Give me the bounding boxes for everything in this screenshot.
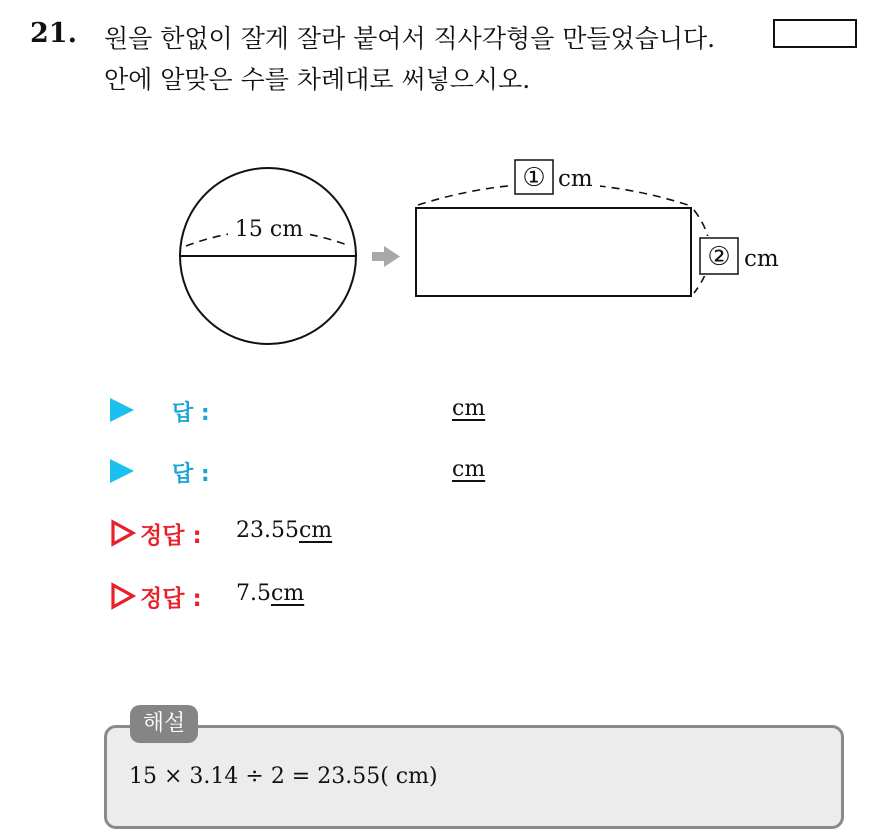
correct-value <box>236 518 332 543</box>
outline-play-icon <box>110 519 136 547</box>
solution-tag: 해설 <box>130 705 198 743</box>
answer-label: 답 : <box>172 401 210 426</box>
correct-value <box>236 581 304 606</box>
correct-unit: cm <box>271 581 305 606</box>
play-icon <box>110 398 134 422</box>
marker-2-symbol: ② <box>707 242 731 272</box>
correct-number: 7.5 <box>236 581 271 606</box>
rectangle-shape <box>416 208 691 296</box>
solution-formula: 15 × 3.14 ÷ 2 = 23.55( cm) <box>129 764 438 789</box>
question-text-line2: 안에 알맞은 수를 차례대로 써넣으시오. <box>104 65 531 94</box>
transform-arrow-icon <box>372 246 400 267</box>
question-number: 21. <box>30 18 77 49</box>
solution-box <box>104 725 844 829</box>
correct-number: 23.55 <box>236 518 299 543</box>
answer-unit: cm <box>452 396 486 421</box>
question-text-line1: 원을 한없이 잘게 잘라 붙여서 직사각형을 만들었습니다. <box>104 24 716 53</box>
correct-label: 정답 : <box>140 523 202 549</box>
marker-2-unit: cm <box>744 246 779 272</box>
play-icon <box>110 459 134 483</box>
answer-unit: cm <box>452 457 486 482</box>
correct-label: 정답 : <box>140 586 202 612</box>
outline-play-icon <box>110 582 136 610</box>
diameter-label: 15 cm <box>234 217 304 242</box>
marker-1-unit: cm <box>558 166 593 192</box>
answer-label: 답 : <box>172 462 210 487</box>
marker-1-symbol: ① <box>522 163 546 193</box>
circle-to-rectangle-diagram <box>0 0 884 380</box>
correct-unit: cm <box>298 518 333 543</box>
